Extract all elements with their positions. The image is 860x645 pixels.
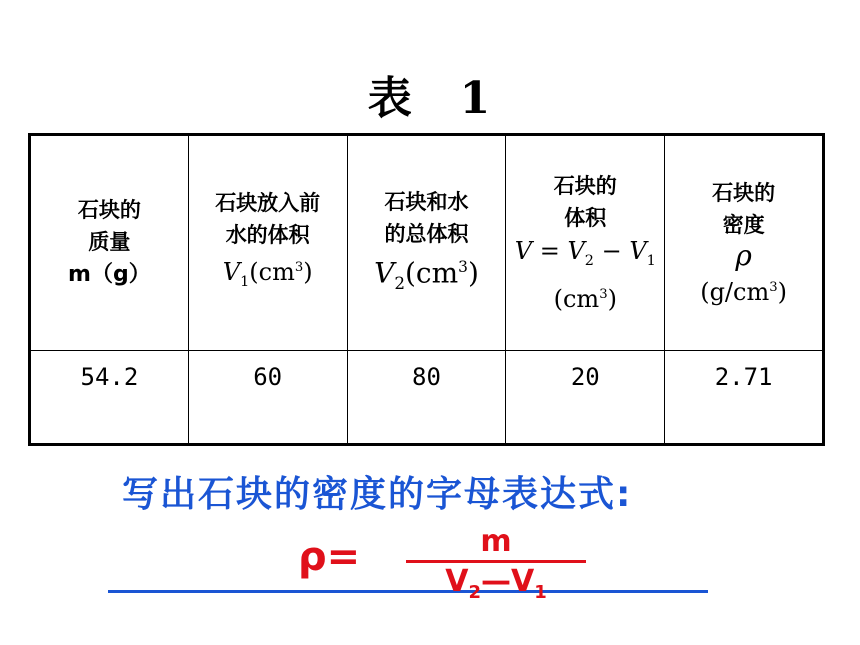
header-v1-label: 石块放入前 水的体积 (215, 191, 321, 248)
header-density-unit: $(g/cm^3)$ (700, 278, 787, 306)
header-density (665, 135, 824, 351)
value-density: 2.71 (665, 351, 824, 445)
formula-fraction (406, 524, 586, 612)
header-v2 (347, 135, 506, 351)
header-mass (30, 135, 189, 351)
header-mass-label: 石块的 质量 (77, 198, 141, 254)
header-v2-symbol: $V_2(cm^3)$ (374, 256, 479, 293)
formula-numerator: m (480, 524, 512, 559)
header-density-symbol: ρ (735, 239, 752, 272)
formula-denominator: $V_2—V_1$ (445, 564, 547, 603)
value-volume: 20 (506, 351, 665, 445)
table-header-row (30, 135, 824, 351)
header-volume-unit: $(cm^3)$ (553, 284, 617, 313)
value-v1: 60 (188, 351, 347, 445)
question-prompt: 写出石块的密度的字母表达式: (122, 474, 633, 515)
header-mass-symbol: m（g） (68, 262, 151, 287)
header-v2-label: 石块和水 的总体积 (384, 190, 469, 247)
header-v1-symbol: $V_1(cm^3)$ (222, 258, 313, 290)
formula-lhs: ρ= (298, 534, 361, 580)
data-table (28, 133, 825, 446)
table-title: 表 1 (367, 73, 493, 124)
table-value-row (30, 351, 824, 445)
value-mass: 54.2 (30, 351, 189, 445)
header-volume-label: 石块的 体积 (553, 174, 617, 231)
header-density-label: 石块的 密度 (712, 181, 776, 237)
value-v2: 80 (347, 351, 506, 445)
header-volume (506, 135, 665, 351)
header-v1 (188, 135, 347, 351)
header-volume-formula: $V = V_2 - V_1$ (514, 237, 656, 269)
